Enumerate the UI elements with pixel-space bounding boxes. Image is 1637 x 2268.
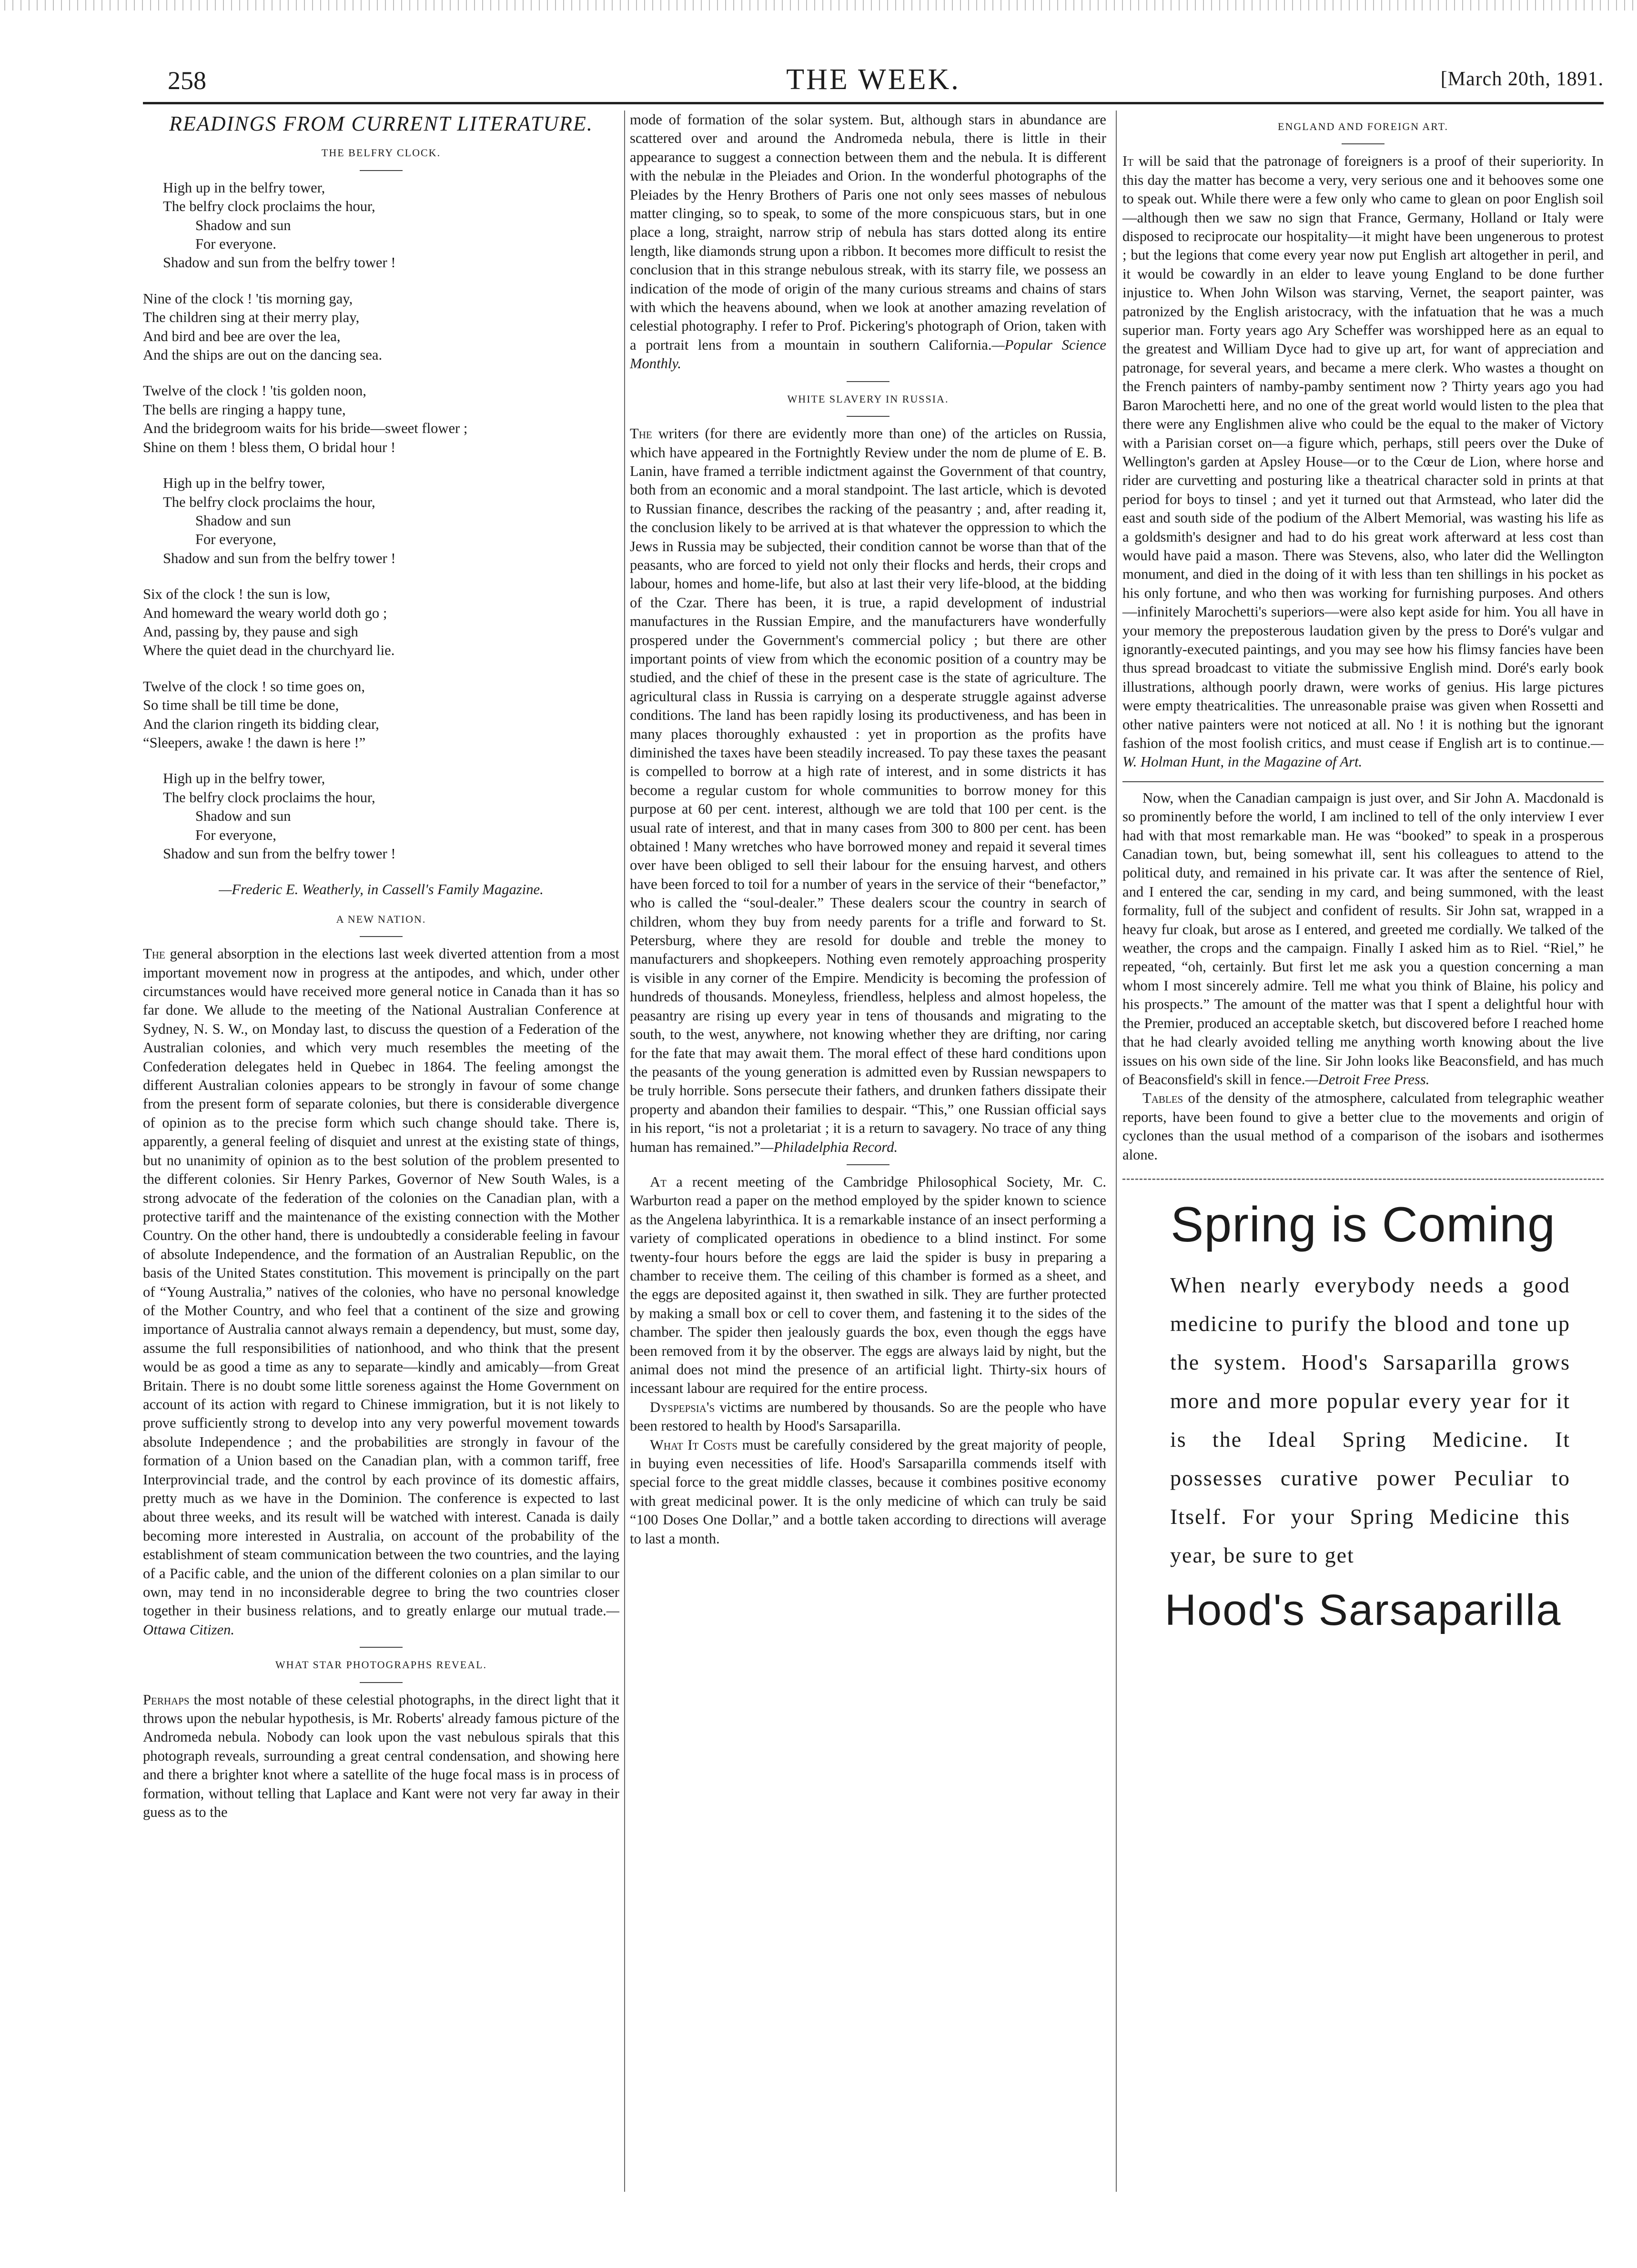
- notice-text: must be carefully considered by the great majority of people, in buying even necessities of life. Hood's Sarsaparilla commends itself with special force to the great middle classes, because it combines positive economy with great medicinal power. It is the only medicine of which can truly be said “100 Doses One Dollar,” and a bottle taken according to directions will average to last a month.: [630, 1436, 1106, 1547]
- poem-line: Shine on them ! bless them, O bridal hour !: [143, 439, 396, 455]
- lead-word: Dyspepsia's: [650, 1399, 715, 1415]
- poem-line: The children sing at their merry play,: [143, 309, 360, 326]
- article-star-photographs-continued: [630, 111, 1106, 373]
- lead-word: It: [1122, 153, 1134, 170]
- poem-line: And, passing by, they pause and sigh: [143, 623, 358, 640]
- column-rule: [624, 111, 625, 2192]
- article-heading: WHAT STAR PHOTOGRAPHS REVEAL.: [275, 1659, 487, 1671]
- article-text: a recent meeting of the Cambridge Philosophical Society, Mr. C. Warburton read a paper on the method employed by the spider known to science as the Angelena labyrinthica. It is a remarkable instance of an insect performing a variety of complicated operations in obedience to a blind instinct. For some twenty-four hours before the eggs are laid the spider is busy in preparing a chamber to receive them. The ceiling of this chamber is formed as a sheet, and the eggs are deposited against it, then swathed in silk. They are further protected by making a small box or cell to cover them, and fastening it to the sides of the chamber. The spider then jealously guards the box, even though the eggs have been removed from it by the observer. The eggs are always laid by night, but the animal does not mind the presence of an artificial light. Thirty-six hours of incessant labour are required for the entire process.: [630, 1173, 1106, 1397]
- journal-title: THE WEEK.: [786, 63, 960, 96]
- poem-stanza: [143, 677, 619, 753]
- article-source: —Popular Science Monthly.: [630, 336, 1107, 372]
- poem-line: “Sleepers, awake ! the dawn is here !”: [143, 734, 366, 751]
- poem-line: Twelve of the clock ! 'tis golden noon,: [143, 383, 366, 399]
- heading-rule: [1342, 143, 1384, 144]
- lead-word: Perhaps: [143, 1691, 190, 1708]
- poem-attribution: —Frederic E. Weatherly, in Cassell's Family Magazine.: [219, 881, 544, 898]
- article-star-photographs: [143, 1691, 619, 1822]
- article-new-nation: [143, 945, 619, 1639]
- poem-belfry-clock: [143, 179, 619, 864]
- page-edge-mark: [0, 0, 1637, 10]
- poem-line: Shadow and sun from the belfry tower !: [163, 254, 396, 271]
- poem-line: For everyone,: [195, 827, 276, 843]
- notice-dyspepsia: [630, 1398, 1106, 1436]
- page-number: 258: [168, 66, 206, 95]
- header-rule: [143, 102, 1604, 104]
- poem-line: The belfry clock proclaims the hour,: [163, 198, 375, 215]
- poem-heading: THE BELFRY CLOCK.: [321, 147, 441, 159]
- poem-line: The belfry clock proclaims the hour,: [163, 789, 375, 806]
- article-heading: WHITE SLAVERY IN RUSSIA.: [787, 393, 949, 405]
- poem-line: And the bridegroom waits for his bride—sweet flower ;: [143, 420, 468, 437]
- poem-line: And bird and bee are over the lea,: [143, 328, 341, 344]
- poem-line: High up in the belfry tower,: [163, 770, 325, 787]
- poem-line: Nine of the clock ! 'tis morning gay,: [143, 290, 353, 307]
- article-spider: [630, 1173, 1106, 1398]
- article-text: Now, when the Canadian campaign is just over, and Sir John A. Macdonald is so prominently before the world, I am inclined to tell of the only interview I ever had with that most remarkable man. He was “booked” to speak in a prosperous Canadian town, but, being somewhat ill, sent his colleagues to attend to the political duty, and remained in his private car. It was after the sentence of Riel, and I entered the car, sending in my card, and being summoned, with the least formality, full of the subject and confident of results. Sir John sat, wrapped in a heavy fur cloak, but arose as I entered, and greeted me cordially. We talked of the weather, the crops and the campaign. Finally I asked him as to Riel. “Riel,” he repeated, “oh, certainly. But first let me ask you a question concerning a man whom I most sincerely admire. Tell me what you think of Blaine, his policy and his prospects.” The amount of the matter was that I spent a delightful hour with the Premier, produced an acceptable sketch, but discovered before I reached home that he had clearly avoided telling me anything worth knowing about the live issues on his own side of the line. Sir John looks like Beaconsfield, and has much of Beaconsfield's skill in fence.: [1122, 789, 1604, 1088]
- poem-line: For everyone,: [195, 531, 276, 548]
- issue-date: [March 20th, 1891.: [1440, 68, 1604, 90]
- lead-word: The: [630, 425, 652, 442]
- notice-text: victims are numbered by thousands. So are the people who have been restored to health by Hood's Sarsaparilla.: [630, 1399, 1106, 1434]
- lead-word: The: [143, 946, 165, 962]
- section-rule: [1122, 781, 1604, 782]
- ad-body: When nearly everybody needs a good medicine to purify the blood and tone up the system. Hood's Sarsaparilla grows more and more popular every year for it is the Ideal Spring Medicine. It possesses curative power Peculiar to Itself. For your Spring Medicine this year, be sure to get: [1170, 1272, 1570, 1567]
- ad-headline: Spring is Coming: [1171, 1197, 1556, 1252]
- article-text: the most notable of these celestial photographs, in the direct light that it throws upon the nebular hypothesis, is Mr. Roberts' already famous picture of the Andromeda nebula. Nobody can look upon the vast nebulous spirals that this photograph reveals, surrounding a great central condensation, and showing here and there a brighter knot where a satellite of the huge focal mass is in process of formation, without telling that Laplace and Kant were not very far away in their guess as to the: [143, 1691, 619, 1821]
- poem-line: Shadow and sun from the belfry tower !: [163, 550, 396, 566]
- poem-line: Shadow and sun: [195, 808, 291, 825]
- lead-word: What It Costs: [650, 1436, 738, 1453]
- article-text: general absorption in the elections last week diverted attention from a most important movement now in progress at the antipodes, and which, under other circumstances would have received more general notice in Canada than it has so far done. We allude to the meeting of the National Australian Conference at Sydney, N. S. W., on Monday last, to discuss the question of a Federation of the Australian colonies, and which very much resembles the meeting of the Confederation delegates held in Quebec in 1864. The feeling amongst the different Australian colonies appears to be strongly in favour of some change from the present form of separate colonies, but there is considerable divergence of opinion as to the precise form which such change should take. There is, apparently, a general feeling of disquiet and unrest at the existing state of things, but no unanimity of opinion as to the best solution of the problem presented to the different colonies. Sir Henry Parkes, Governor of New South Wales, is a strong advocate of the federation of the colonies on the Canadian plan, with a protective tariff and the maintenance of the existing connection with the Mother Country. On the other hand, there is undoubtedly a considerable feeling in favour of absolute Independence, and the formation of an Australian Republic, on the basis of the United States constitution. This movement is principally on the part of “Young Australia,” natives of the colonies, who have no personal knowledge of the Mother Country, and who feel that a continent of the size and growing importance of Australia cannot always remain a dependency, but must, some day, assume the full responsibilities of nationhood, and who think that the present would be as good a time as any to separate—kindly and amicably—from Great Britain. There is no doubt some little soreness against the Home Government on account of its action with regard to Chinese immigration, but it is not likely to prove sufficiently strong to develop into any very powerful movement towards absolute Independence ; and the probabilities are strongly in favour of the formation of a Union based on the Canadian plan, with a common tariff, free Interprovincial trade, and the control by each province of its domestic affairs, pretty much as we have in the Dominion. The conference is expected to last about three weeks, and its result will be watched with interest. Canada is daily becoming more interested in Australia, on account of the probability of the establishment of steam communication between the two countries, and the laying of a Pacific cable, and the union of the different colonies on a plan similar to our own, may tend in no inconsiderable degree to bring the two countries closer together in their business relations, and to greatly enlarge our mutual trade.: [143, 946, 619, 1619]
- poem-stanza: [143, 290, 619, 365]
- article-source: —Ottawa Citizen.: [143, 1603, 619, 1638]
- article-heading: A NEW NATION.: [336, 913, 426, 925]
- article-text: will be said that the patronage of foreigners is a proof of their superiority. In this day the matter has become a very, very serious one and it behooves some one to speak out. While there were a few only who came to glean on poor English soil—although then we saw no sign that France, Germany, Holland or Italy were disposed to reciprocate our hospitality—it might have been ungenerous to protest ; but the legions that come every year now put English art altogether in peril, and it would be cowardly in an elder to leave young England to be done further injustice to. When John Wilson was starving, Vernet, the seaport painter, was patronized by the English aristocracy, with the infatuation that he was a much superior man. Forty years ago Ary Scheffer was worshipped here as an equal to the greatest and William Dyce had to give up art, for want of appreciation and patronage, for several years, and became a mere clerk. Who wastes a thought on the French painters of namby-pamby sentiment now ? Thirty years ago you had Baron Marochetti here, and no one of the great world would listen to the plea that there were any Englishmen alive who could be the equal to the maker of Victory with a Parisian corset on—a figure which, perhaps, still peers over the Duke of Wellington's garden at Apsley House—or to the Cœur de Lion, where horse and rider are curvetting and posturing like a theatrical character sold in prints at that period for boys to tinsel ; and yet it turned out that Armstead, who later did the east and south side of the podium of the Albert Memorial, was wasting his life as a goldsmith's designer and had to do his great work afterward at less cost than would have paid a mason. There was Stevens, also, who later did the Wellington monument, and died in the doing of it with less than ten shillings in his pocket as his only fortune, and who then was working for furnishing purposes. And others—infinitely Marochetti's superiors—were also kept aside for him. You all have in your memory the preposterous laudation given by the press to Doré's vulgar and ignorantly-executed paintings, and you may see how his flimsy fancies have been thus spread broadcast to vitiate the submissive English mind. Doré's early book illustrations, although poorly drawn, were works of genius. His large pictures were empty theatricalities. The unreasonable praise was given when Rossetti and other native painters were not noticed at all. No ! it is nothing but the ignorant fashion of the most foolish critics, and must cease if English art is to continue.: [1122, 153, 1604, 751]
- poem-line: And homeward the weary world doth go ;: [143, 605, 387, 621]
- poem-line: Shadow and sun: [195, 512, 291, 529]
- column-2: [630, 111, 1106, 1548]
- article-text: writers (for there are evidently more than one) of the articles on Russia, which have appeared in the Fortnightly Review under the nom de plume of E. B. Lanin, have framed a terrible indictment against the Government of that country, both from an economic and a moral standpoint. The last article, which is devoted to Russian finance, describes the racking of the peasantry ; and, after reading it, the conclusion likely to be arrived at is that whatever the oppression to which the Jews in Russia may be subjected, their condition cannot be worse than that of the peasants, who are forced to yield not only their flocks and herds, their crops and labour, homes and home-life, but also at last their very life-blood, at the bidding of the Czar. There has been, it is true, a rapid development of industrial manufactures in the Russian Empire, and the manufacturers have wonderfully prospered under the Government's commercial policy ; but there are other important points of view from which the economic position of a country may be studied, and the chief of these in the present case is the state of agriculture. The agricultural class in Russia is carrying on a desperate struggle against adverse conditions. The land has been rapidly losing its productiveness, and has been in many places thoroughly exhausted : yet in proportion as the profits have diminished the taxes have been steadily increased. To pay these taxes the peasant is compelled to borrow at a high rate of interest, and in some districts it has become a regular custom for whole communities to borrow money for this purpose at 60 per cent. interest, although we are told that 100 per cent. is the usual rate of interest, and that in many cases from 300 to 800 per cent. has been obtained ! Many wretches who have borrowed money and repaid it several times over have been obliged to sell their labour for the ensuing harvest, and others have been forced to toil for a number of years in the service of their “benefactor,” who is called the “soul-dealer.” These dealers scour the country in search of children, whom they buy from needy parents for a trifle and forward to St. Petersburg, where they are resold for double and treble the money to manufacturers and shopkeepers. Nothing even remotely approaching prosperity is visible in any corner of the Empire. Mendicity is becoming the profession of hundreds of thousands. Moneyless, friendless, helpless and almost hopeless, the peasantry are rising up every year in tens of thousands and migrating to the south, to the west, anywhere, not knowing whether they are drifting, nor caring for the fate that may await them. The moral effect of these hard conditions upon the peasants of the young generation is admitted even by Russian newspapers to be truly horrible. Sons persecute their fathers, and drunken fathers dissipate their property and abandon their families to despair. “This,” one Russian official says in his report, “is not a proletariat ; it is a return to savagery. No trace of any thing human has remained.”: [630, 425, 1106, 1155]
- article-source: —W. Holman Hunt, in the Magazine of Art.: [1122, 735, 1604, 770]
- article-heading: ENGLAND AND FOREIGN ART.: [1278, 121, 1448, 132]
- poem-stanza: [143, 382, 619, 457]
- column-rule: [1116, 111, 1117, 2192]
- ad-product-name: Hood's Sarsaparilla: [1164, 1585, 1562, 1634]
- poem-line: Where the quiet dead in the churchyard lie.: [143, 642, 395, 659]
- article-white-slavery: [630, 424, 1106, 1157]
- poem-line: And the clarion ringeth its bidding clear,: [143, 716, 379, 732]
- heading-rule: [360, 936, 403, 937]
- lead-word: Tables: [1142, 1090, 1183, 1107]
- heading-rule: [360, 170, 403, 171]
- poem-stanza: [143, 474, 619, 568]
- poem-line: High up in the belfry tower,: [163, 475, 325, 492]
- poem-stanza: [143, 769, 619, 863]
- notice-atmosphere: [1122, 1089, 1604, 1164]
- heading-rule: [360, 1682, 403, 1683]
- heading-rule: [360, 1647, 403, 1648]
- poem-line: Six of the clock ! the sun is low,: [143, 586, 331, 603]
- column-3: [1122, 111, 1604, 1636]
- heading-rule: [847, 381, 889, 382]
- page-header: [143, 63, 1604, 102]
- poem-line: Shadow and sun: [195, 217, 291, 233]
- notice-text: of the density of the atmosphere, calculated from telegraphic weather reports, have been found to give a better clue to the movements and origin of cyclones than the usual method of a comparison of the isobars and isothermes alone.: [1122, 1090, 1604, 1163]
- column-1: [143, 111, 619, 1822]
- poem-line: The bells are ringing a happy tune,: [143, 401, 346, 418]
- article-foreign-art: [1122, 152, 1604, 771]
- poem-line: So time shall be till time be done,: [143, 697, 339, 714]
- poem-line: Twelve of the clock ! so time goes on,: [143, 678, 365, 695]
- notice-what-it-costs: [630, 1436, 1106, 1548]
- poem-line: And the ships are out on the dancing sea.: [143, 347, 383, 363]
- article-text: mode of formation of the solar system. But, although stars in abundance are scattered over and around the Andromeda nebula, there is little in their appearance to suggest a connection between them and the nebula. It is different with the nebulæ in the Pleiades and Orion. In the wonderful photographs of the Pleiades by the Henry Brothers of Paris one not only sees masses of nebulous matter clinging, so to speak, to some of the more conspicuous stars, but in one place a long, straight, narrow strip of nebula has stars dotted along its entire length, like diamonds strung upon a ribbon. It becomes more difficult to resist the conclusion that in this strange nebulous streak, with its starry file, we possess an indication of the mode of origin of the many curious streams and chains of stars with which the heavens abound, when we look at another amazing revelation of celestial photography. I refer to Prof. Pickering's photograph of Orion, taken with a portrait lens from a mountain in southern California.: [630, 111, 1106, 353]
- poem-stanza: [143, 585, 619, 660]
- poem-line: The belfry clock proclaims the hour,: [163, 494, 375, 510]
- poem-line: For everyone.: [195, 236, 276, 252]
- poem-stanza: [143, 179, 619, 272]
- article-source: —Detroit Free Press.: [1305, 1071, 1430, 1088]
- article-source: —Philadelphia Record.: [760, 1139, 898, 1155]
- poem-line: Shadow and sun from the belfry tower !: [163, 846, 396, 862]
- section-title: READINGS FROM CURRENT LITERATURE.: [169, 112, 593, 135]
- lead-word: At: [650, 1173, 667, 1190]
- heading-rule: [847, 1164, 889, 1165]
- heading-rule: [847, 416, 889, 417]
- article-macdonald: [1122, 789, 1604, 1089]
- poem-line: High up in the belfry tower,: [163, 179, 325, 196]
- advertisement-hoods: [1122, 1179, 1604, 1636]
